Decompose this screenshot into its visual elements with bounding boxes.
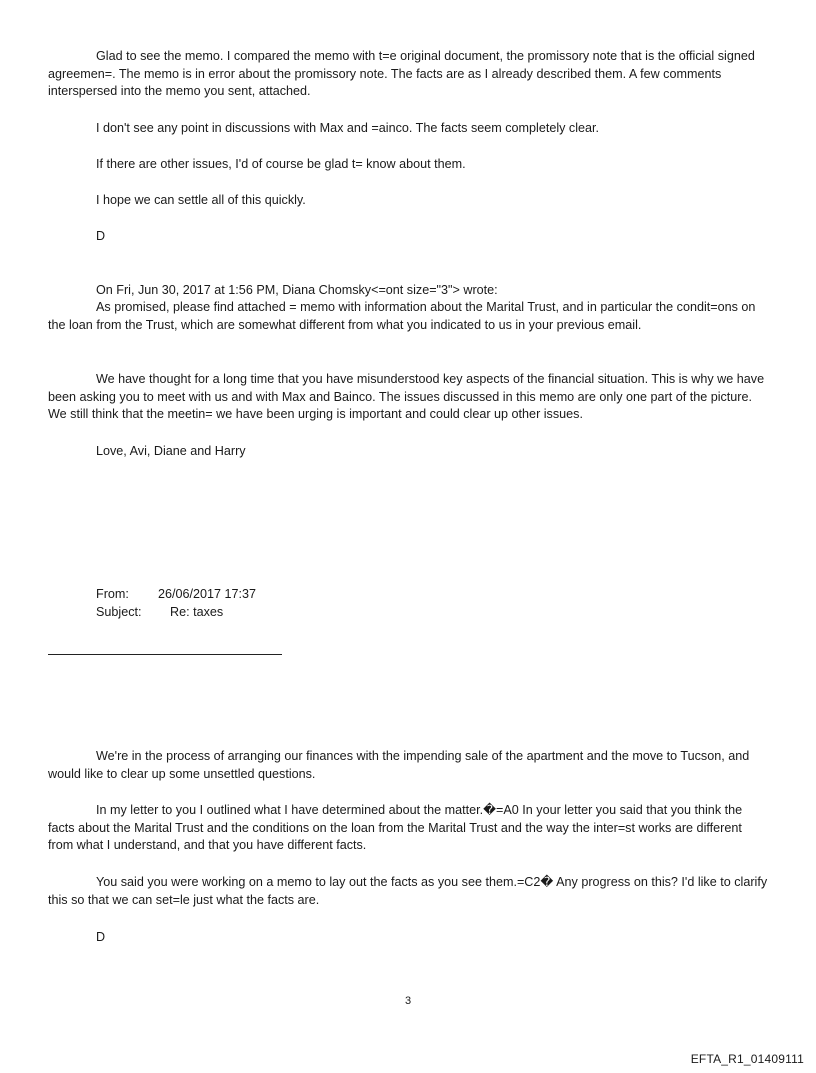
reply-paragraph-3: If there are other issues, I'd of course be glad t= know about them. [96, 157, 466, 171]
reply-paragraph-1: Glad to see the memo. I compared the memo with t=e original document, the promissory note that is the official signed agreemen=. The memo is in error about the promissory note. The facts are as I already described them. A few comments interspersed into the memo you sent, attached. [48, 49, 755, 98]
bates-number: EFTA_R1_01409111 [690, 1052, 804, 1066]
reply-paragraph-2: I don't see any point in discussions with Max and =ainco. The facts seem completely clear. [96, 121, 600, 135]
reply-paragraph-4: I hope we can settle all of this quickly. [96, 193, 306, 207]
from-value: 26/06/2017 17:37 [158, 587, 257, 601]
quoted-intro: On Fri, Jun 30, 2017 at 1:56 PM, Diana Chomsky<=ont size="3"> wrote: [96, 283, 498, 297]
original-paragraph-2: In my letter to you I outlined what I have determined about the matter.�=A0 In your letter you said that you think the facts about the Marital Trust and the conditions on the loan from the Marital Trust and the way the inter=st works are different from what I understand, and that you have different facts. [48, 803, 743, 852]
subject-label: Subject: [96, 605, 142, 619]
quoted-paragraph-1: As promised, please find attached = memo with information about the Marital Trust, and in particular the condit=ons on the loan from the Trust, which are somewhat different from what you indicated to us in your previous email. [48, 300, 756, 332]
original-signature: D [96, 930, 106, 944]
from-label: From: [96, 587, 129, 601]
original-paragraph-3: You said you were working on a memo to lay out the facts as you see them.=C2� Any progress on this? I'd like to clarify this so that we can set=le just what the facts are. [48, 875, 768, 907]
original-paragraph-1: We're in the process of arranging our finances with the impending sale of the apartment and the move to Tucson, and would like to clear up some unsettled questions. [48, 749, 750, 781]
page-number: 3 [404, 995, 412, 1007]
separator-rule [48, 654, 282, 655]
quoted-closing: Love, Avi, Diane and Harry [96, 444, 246, 458]
quoted-paragraph-2: We have thought for a long time that you have misunderstood key aspects of the financial situation. This is why we have been asking you to meet with us and with Max and Bainco. The issues discussed in this memo are only one part of the picture. We still think that the meetin= we have been urging is important and could clear up other issues. [48, 372, 765, 421]
subject-value: Re: taxes [170, 605, 224, 619]
reply-signature: D [96, 229, 106, 243]
